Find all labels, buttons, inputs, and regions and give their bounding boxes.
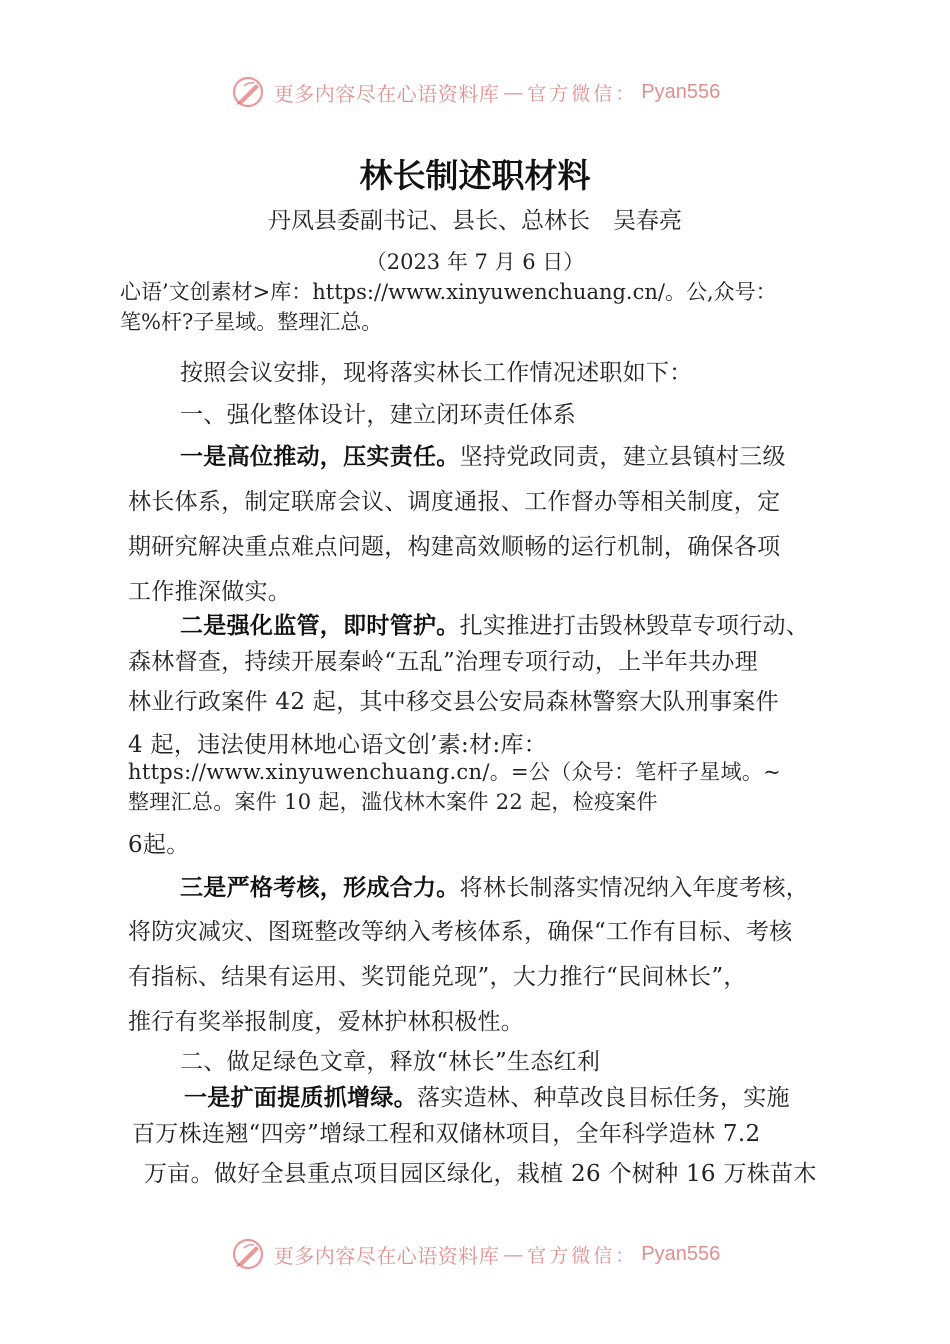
paragraph-4-line-2: 百万株连翘“四旁”增绿工程和双储林项目，全年科学造林 7.2: [132, 1121, 761, 1147]
paragraph-4-line-1: [184, 1079, 790, 1112]
document-title: 林长制述职材料: [359, 156, 591, 195]
paragraph-2-line-1: [180, 607, 809, 640]
paragraph-1-line-3: 期研究解决重点难点问题，构建高效顺畅的运行机制，确保各项: [128, 534, 781, 560]
paragraph-2-line-6: 整理汇总。案件 10 起，滥伐林木案件 22 起，检疫案件: [128, 790, 658, 814]
paragraph-2-line-3: 林业行政案件 42 起，其中移交县公安局森林警察大队刑事案件: [128, 689, 779, 715]
watermark-id: Pyan556: [641, 1242, 721, 1265]
section-heading-2: 二、做足绿色文章，释放“林长”生态红利: [180, 1049, 601, 1075]
paragraph-4-text: 落实造林、种草改良目标任务，实施: [417, 1085, 790, 1111]
ad-line-2: 笔%杆?子星域。整理汇总。: [120, 310, 383, 334]
watermark-label: 官方微信：: [527, 1244, 638, 1267]
paragraph-1-text: 坚持党政同责，建立县镇村三级: [459, 444, 786, 470]
paragraph-3-line-2: 将防灾减灾、图斑整改等纳入考核体系，确保“工作有目标、考核: [128, 919, 793, 945]
watermark-id: Pyan556: [641, 80, 721, 103]
paragraph-1-line-1: [180, 438, 786, 471]
section-heading-1: 一、强化整体设计，建立闭环责任体系: [180, 402, 577, 428]
watermark-text: 更多内容尽在心语资料库: [273, 1243, 500, 1268]
paragraph-3-text: 将林长制落实情况纳入年度考核，: [459, 875, 810, 901]
paragraph-2-line-7: 6起。: [128, 832, 190, 858]
paragraph-2-lead: 二是强化监管，即时管护。: [180, 613, 460, 639]
paragraph-2-line-5: https://www.xinyuwenchuang.cn/。=公（众号：笔杆子星域。~: [128, 760, 782, 784]
document-author: 丹凤县委副书记、县长、总林长 吴春亮: [268, 208, 682, 234]
pen-logo-icon: [230, 74, 266, 110]
watermark-separator: —: [503, 1242, 524, 1266]
paragraph-3-line-4: 推行有奖举报制度，爱林护林积极性。: [128, 1009, 525, 1035]
watermark-text: 更多内容尽在心语资料库: [273, 81, 500, 106]
paragraph-1-line-4: 工作推深做实。: [128, 579, 292, 605]
intro-paragraph: 按照会议安排，现将落实林长工作情况述职如下：: [180, 360, 693, 386]
watermark-separator: —: [503, 80, 524, 104]
pen-logo-icon: [230, 1236, 266, 1272]
paragraph-3-lead: 三是严格考核，形成合力。: [180, 875, 460, 901]
paragraph-4-line-3: 万亩。做好全县重点项目园区绿化，栽植 26 个树种 16 万株苗木: [144, 1161, 817, 1187]
paragraph-4-lead: 一是扩面提质抓增绿。: [184, 1085, 417, 1111]
document-date: （2023 年 7 月 6 日）: [365, 250, 585, 274]
paragraph-2-line-2: 森林督查，持续开展秦岭“五乱”治理专项行动，上半年共办理: [128, 649, 758, 675]
watermark-label: 官方微信：: [527, 82, 638, 105]
header-watermark: [0, 70, 950, 114]
paragraph-2-text: 扎实推进打击毁林毁草专项行动、: [459, 613, 810, 639]
ad-line-1: 心语’文创素材>库：https://www.xinyuwenchuang.cn/。公,众号：: [120, 280, 777, 304]
paragraph-2-line-4: 4 起，违法使用林地心语文创’素:材:库：: [128, 732, 548, 758]
paragraph-3-line-3: 有指标、结果有运用、奖罚能兑现”，大力推行“民间林长”，: [128, 964, 747, 990]
paragraph-1-lead: 一是高位推动，压实责任。: [180, 444, 460, 470]
paragraph-3-line-1: [180, 869, 809, 902]
footer-watermark: [0, 1232, 950, 1276]
paragraph-1-line-2: 林长体系，制定联席会议、调度通报、工作督办等相关制度，定: [128, 489, 781, 515]
